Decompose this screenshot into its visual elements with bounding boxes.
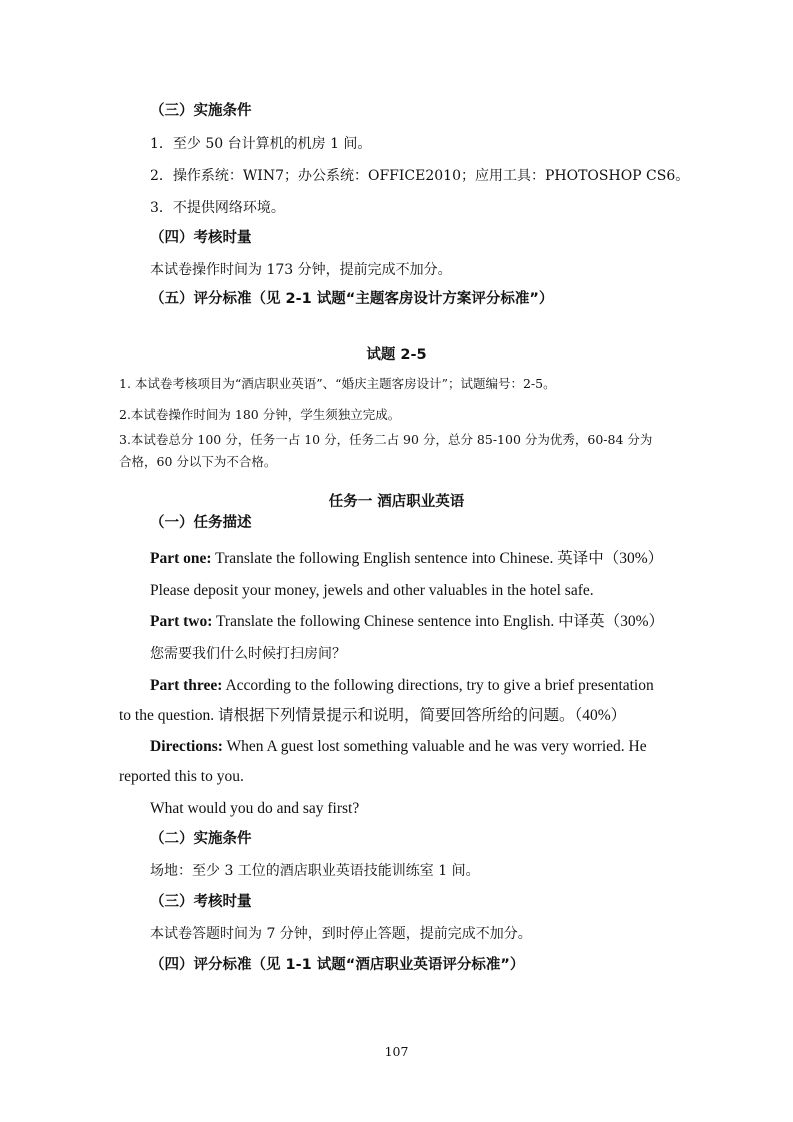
part-two-instruction: Translate the following Chinese sentence into English. 中译英（30%）	[212, 613, 665, 630]
section-heading-implementation-conditions: （二）实施条件	[150, 831, 252, 847]
section-heading-implementation-conditions: （三）实施条件	[150, 103, 252, 119]
part-one-instruction: Translate the following English sentence into Chinese. 英译中（30%）	[211, 550, 664, 567]
part-three-line	[150, 677, 654, 695]
directions-text-cont: reported this to you.	[119, 768, 244, 785]
section-heading-exam-time: （四）考核时量	[150, 230, 252, 246]
section-heading-scoring-standard: （四）评分标准（见 1-1 试题“酒店职业英语评分标准”）	[150, 957, 525, 973]
directions-label: Directions:	[150, 738, 223, 755]
list-item: 3．不提供网络环境。	[150, 200, 285, 216]
paragraph-text: 本试卷操作时间为 173 分钟，提前完成不加分。	[150, 262, 452, 278]
section-heading-scoring-standard: （五）评分标准（见 2-1 试题“主题客房设计方案评分标准”）	[150, 291, 554, 307]
section-heading-exam-time: （三）考核时量	[150, 894, 252, 910]
list-item: 1．至少 50 台计算机的机房 1 间。	[150, 136, 372, 152]
question-text: What would you do and say first?	[150, 800, 360, 817]
part-three-instruction: According to the following directions, try to give a brief presentation	[222, 677, 654, 694]
exam-note: 1. 本试卷考核项目为“酒店职业英语”、“婚庆主题客房设计”；试题编号：2-5。	[119, 376, 556, 391]
directions-text: When A guest lost something valuable and he was very worried. He	[222, 738, 647, 755]
list-item: 2．操作系统：WIN7；办公系统：OFFICE2010；应用工具：PHOTOSHOP CS6。	[150, 168, 690, 184]
part-two-sentence: 您需要我们什么时候打扫房间？	[150, 646, 346, 662]
page-number: 107	[384, 1044, 409, 1059]
paragraph-text: 本试卷答题时间为 7 分钟，到时停止答题，提前完成不加分。	[150, 926, 532, 942]
part-three-instruction-cont: to the question. 请根据下列情景提示和说明，简要回答所给的问题。（40%）	[119, 707, 627, 724]
exam-note: 3.本试卷总分 100 分，任务一占 10 分，任务二占 90 分，总分 85-100 分为优秀，60-84 分为	[119, 432, 653, 447]
part-one-label: Part one:	[150, 550, 212, 567]
part-two-line	[150, 613, 664, 631]
part-three-label: Part three:	[150, 677, 223, 694]
part-two-label: Part two:	[150, 613, 213, 630]
task-title: 任务一 酒店职业英语	[328, 494, 465, 510]
exam-note: 2.本试卷操作时间为 180 分钟，学生须独立完成。	[119, 407, 401, 422]
exam-title: 试题 2-5	[366, 347, 427, 363]
paragraph-text: 场地：至少 3 工位的酒店职业英语技能训练室 1 间。	[150, 863, 480, 879]
part-one-sentence: Please deposit your money, jewels and other valuables in the hotel safe.	[150, 582, 594, 599]
part-one-line	[150, 550, 663, 568]
directions-line	[150, 738, 647, 756]
exam-note: 合格，60 分以下为不合格。	[119, 454, 277, 469]
section-heading-task-description: （一）任务描述	[150, 515, 252, 531]
